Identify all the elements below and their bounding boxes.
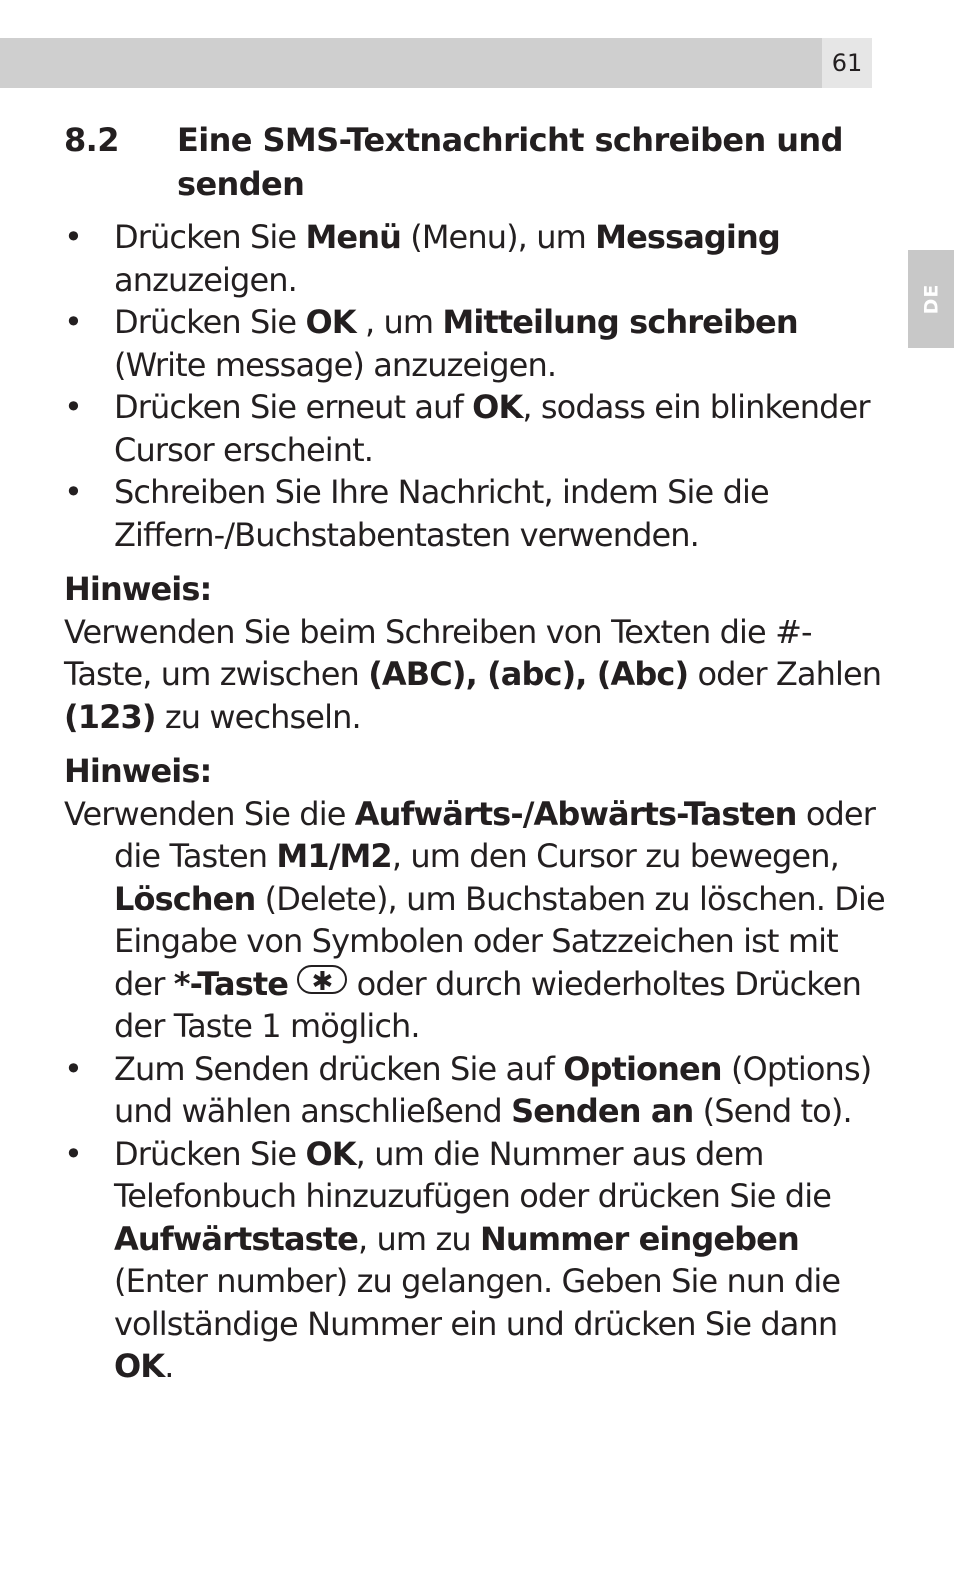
list-item: • Zum Senden drücken Sie auf Optionen (Options) und wählen anschließend Senden an (Send to). bbox=[64, 1048, 894, 1133]
note-label: Hinweis: bbox=[64, 570, 212, 608]
page-number: 61 bbox=[822, 38, 872, 88]
note-label: Hinweis: bbox=[64, 752, 212, 790]
header-bar bbox=[0, 38, 822, 88]
page-content bbox=[64, 216, 894, 1388]
star-key-icon: ✱ bbox=[297, 965, 347, 994]
note-text: Verwenden Sie die Aufwärts-/Abwärts-Tasten oder die Tasten M1/M2, um den Cursor zu bewegen, Löschen (Delete), um Buchstaben zu löschen. Die Eingabe von Symbolen oder Satzzeichen ist mit der *-Taste ✱ oder durch wiederholtes Drücken der Taste 1 möglich. bbox=[64, 794, 885, 1045]
language-tab-label: DE bbox=[919, 283, 942, 315]
step-list-1 bbox=[64, 216, 894, 556]
section-number: 8.2 bbox=[64, 121, 119, 159]
list-item: • Drücken Sie erneut auf OK, sodass ein blinkender Cursor erscheint. bbox=[64, 386, 894, 471]
list-item: • Drücken Sie Menü (Menu), um Messaging anzuzeigen. bbox=[64, 216, 894, 301]
list-item: • Schreiben Sie Ihre Nachricht, indem Sie die Ziffern-/Buchstabentasten verwenden. bbox=[64, 471, 894, 556]
step-list-2 bbox=[64, 1048, 894, 1388]
section-title: Eine SMS-Textnachricht schreiben und senden bbox=[177, 121, 843, 203]
list-item: • Drücken Sie OK, um die Nummer aus dem Telefonbuch hinzuzufügen oder drücken Sie die Aufwärtstaste, um zu Nummer eingeben (Enter number) zu gelangen. Geben Sie nun die vollständige Nummer ein und drücken Sie dann OK. bbox=[64, 1133, 894, 1388]
section-heading bbox=[64, 118, 864, 206]
language-tab bbox=[908, 250, 954, 348]
list-item: • Drücken Sie OK , um Mitteilung schreiben (Write message) anzuzeigen. bbox=[64, 301, 894, 386]
note-text: Verwenden Sie beim Schreiben von Texten die #-Taste, um zwischen (ABC), (abc), (Abc) oder Zahlen (123) zu wechseln. bbox=[64, 612, 882, 736]
